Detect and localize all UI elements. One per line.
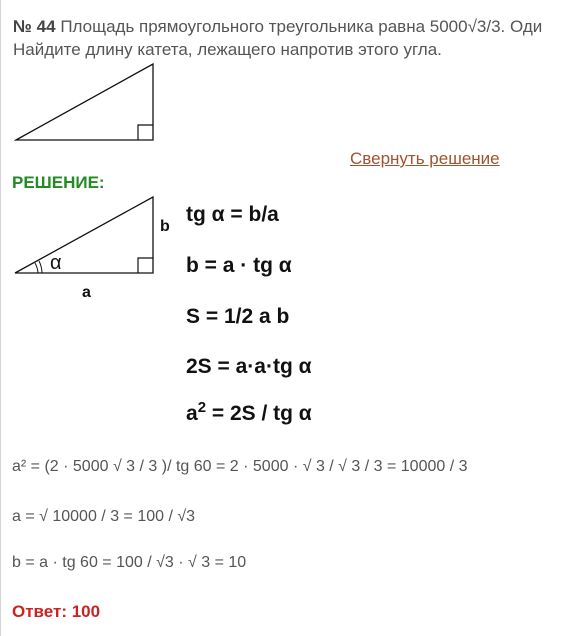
answer: Ответ: 100 [12, 602, 101, 621]
problem-statement [13, 17, 542, 37]
calc-line-3: b = a · tg 60 = 100 / √3 · √ 3 = 10 [12, 554, 247, 571]
labeled-triangle-figure [12, 194, 157, 276]
formula-b: b = a · tg α [186, 254, 292, 277]
problem-text-line-1: Площадь прямоугольного треугольника равна 5000√3/3. Оди [55, 17, 543, 36]
side-b-label: b [160, 218, 170, 235]
formula-exponent: 2 [197, 399, 207, 416]
formula-area: S = 1/2 a b [186, 305, 290, 328]
triangle-figure [14, 62, 159, 142]
problem-number: № 44 [13, 17, 56, 36]
calc-line-2: a = √ 10000 / 3 = 100 / √3 [12, 508, 196, 525]
calc-line-1: a² = (2 · 5000 √ 3 / 3 )/ tg 60 = 2 · 5000 · √ 3 / √ 3 / 3 = 10000 / 3 [12, 458, 468, 475]
formula-tangent: tg α = b/a [186, 203, 279, 226]
angle-alpha-label: α [50, 252, 62, 274]
formula-double-area: 2S = a·a·tg α [186, 355, 312, 378]
side-a-label: a [82, 284, 91, 301]
formula-a-rest: = 2S / tg α [206, 402, 312, 425]
problem-text-line-2: Найдите длину катета, лежащего напротив этого угла. [13, 40, 442, 59]
formula-a-base: a [186, 402, 198, 425]
frame-left-border [0, 0, 1, 636]
solution-label: РЕШЕНИЕ: [12, 173, 105, 192]
formula-a-squared [186, 399, 312, 426]
collapse-solution-link[interactable]: Свернуть решение [350, 149, 500, 168]
